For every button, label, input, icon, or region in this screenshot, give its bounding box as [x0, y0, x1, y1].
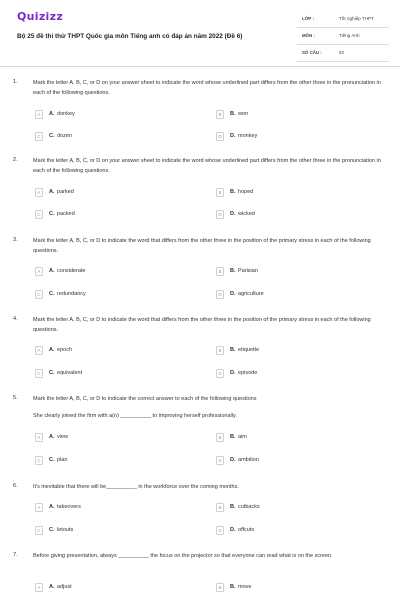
- option-letter-box: A: [35, 346, 43, 355]
- option-label: B.: [230, 268, 236, 274]
- option-letter-box: A: [35, 110, 43, 119]
- question-text: Before giving presentation, always __________ the focus on the projector so that everyone can read what is on the screen.: [33, 553, 333, 559]
- info-value: Tiếng Anh: [339, 33, 360, 38]
- option-letter-box: D: [216, 456, 224, 465]
- option-text: donkey: [57, 111, 75, 117]
- question-number: 2.: [13, 157, 18, 163]
- option-letter-box: B: [216, 267, 224, 276]
- question-number: 7.: [13, 552, 18, 558]
- option-label: A.: [49, 347, 55, 353]
- option-text: view: [57, 434, 69, 440]
- option-label: D.: [230, 457, 236, 463]
- option-text: wicked: [238, 211, 255, 217]
- option-letter-box: B: [216, 110, 224, 119]
- option-letter-box: C: [35, 290, 43, 299]
- option-letter-box: D: [216, 210, 224, 219]
- option-text: cutbacks: [238, 504, 260, 510]
- question-text: Mark the letter A, B, C, or D to indicate the word that differs from the other three in the position of the primary stress in each of the following questions.: [33, 238, 371, 254]
- option-text: letouts: [57, 527, 74, 533]
- option-letter-box: A: [35, 267, 43, 276]
- option-letter-box: B: [216, 188, 224, 197]
- option-text: aim: [238, 434, 247, 440]
- option-label: D.: [230, 291, 236, 297]
- option-label: B.: [230, 584, 236, 590]
- question-number: 6.: [13, 483, 18, 489]
- info-row-class: [297, 11, 389, 28]
- question-number: 5.: [13, 395, 18, 401]
- header-divider: [0, 66, 400, 67]
- option-text: packed: [57, 211, 75, 217]
- option-label: A.: [49, 504, 55, 510]
- option-label: A.: [49, 584, 55, 590]
- option-label: A.: [49, 268, 55, 274]
- option-label: B.: [230, 434, 236, 440]
- option-text: dozen: [57, 133, 73, 139]
- quizizz-logo: Quizizz: [17, 10, 64, 23]
- option-label: D.: [230, 370, 236, 376]
- option-letter-box: A: [35, 188, 43, 197]
- option-label: B.: [230, 347, 236, 353]
- option-letter-box: A: [35, 583, 43, 592]
- option-text: equivalent: [57, 370, 83, 376]
- option-label: C.: [49, 457, 55, 463]
- option-letter-box: D: [216, 526, 224, 535]
- option-letter-box: C: [35, 132, 43, 141]
- question-text: Mark the letter A, B, C, or D to indicate the word that differs from the other three in the position of the primary stress in each of the following questions.: [33, 317, 371, 333]
- info-row-count: [297, 45, 389, 62]
- option-letter-box: D: [216, 369, 224, 378]
- question-number: 1.: [13, 79, 18, 85]
- option-label: C.: [49, 133, 55, 139]
- question-number: 4.: [13, 316, 18, 322]
- question-text: It's inevitable that there will be__________ in the workforce over the coming months.: [33, 484, 239, 490]
- option-letter-box: C: [35, 456, 43, 465]
- option-letter-box: C: [35, 369, 43, 378]
- option-label: B.: [230, 504, 236, 510]
- info-label: MÔN :: [302, 33, 315, 38]
- option-letter-box: C: [35, 210, 43, 219]
- option-letter-box: D: [216, 132, 224, 141]
- option-text: redundancy: [57, 291, 86, 297]
- option-text: offcuts: [238, 527, 255, 533]
- option-text: move: [238, 584, 252, 590]
- option-text: etiquette: [238, 347, 260, 353]
- question-text: Mark the letter A, B, C, or D on your answer sheet to indicate the word whose underlined part differs from the other three in the pronunciation in each of the following questions.: [33, 158, 381, 174]
- info-label: LỚP :: [302, 16, 314, 21]
- info-value: Tốt nghiệp THPT: [339, 16, 374, 21]
- option-letter-box: B: [216, 346, 224, 355]
- option-label: B.: [230, 111, 236, 117]
- option-letter-box: B: [216, 503, 224, 512]
- info-row-subject: [297, 28, 389, 45]
- question-number: 3.: [13, 237, 18, 243]
- worksheet-header: [0, 0, 400, 66]
- option-text: monkey: [238, 133, 258, 139]
- option-text: takeovers: [57, 504, 81, 510]
- question-text: Mark the letter A, B, C, or D on your answer sheet to indicate the word whose underlined part differs from the other three in the pronunciation in each of the following questions.: [33, 80, 381, 96]
- document-title: Bộ 25 đề thi thử THPT Quốc gia môn Tiếng anh có đáp án năm 2022 (Đề 6): [17, 33, 243, 40]
- option-letter-box: B: [216, 583, 224, 592]
- option-text: epoch: [57, 347, 73, 353]
- option-label: D.: [230, 527, 236, 533]
- option-label: C.: [49, 291, 55, 297]
- option-label: C.: [49, 211, 55, 217]
- option-text: won: [238, 111, 249, 117]
- option-text: plan: [57, 457, 68, 463]
- option-text: Parisian: [238, 268, 258, 274]
- option-label: A.: [49, 434, 55, 440]
- option-text: ambition: [238, 457, 259, 463]
- option-letter-box: C: [35, 526, 43, 535]
- question-text: Mark the letter A, B, C, or D to indicate the correct answer to each of the following questions: [33, 396, 257, 402]
- option-text: agriculture: [238, 291, 264, 297]
- info-panel: [297, 11, 389, 62]
- info-value: 52: [339, 50, 345, 55]
- option-label: B.: [230, 189, 236, 195]
- info-label: SỐ CÂU :: [302, 50, 322, 55]
- option-label: A.: [49, 111, 55, 117]
- question-stem: She clearly joined the firm with a(n) __________ to improving herself professionally.: [33, 413, 237, 419]
- option-text: episode: [238, 370, 258, 376]
- option-label: D.: [230, 211, 236, 217]
- option-text: considerate: [57, 268, 86, 274]
- option-label: D.: [230, 133, 236, 139]
- option-letter-box: A: [35, 433, 43, 442]
- option-label: C.: [49, 370, 55, 376]
- option-label: C.: [49, 527, 55, 533]
- option-letter-box: B: [216, 433, 224, 442]
- option-letter-box: A: [35, 503, 43, 512]
- option-text: adjust: [57, 584, 72, 590]
- option-text: parked: [57, 189, 74, 195]
- option-letter-box: D: [216, 290, 224, 299]
- option-text: hoped: [238, 189, 254, 195]
- option-label: A.: [49, 189, 55, 195]
